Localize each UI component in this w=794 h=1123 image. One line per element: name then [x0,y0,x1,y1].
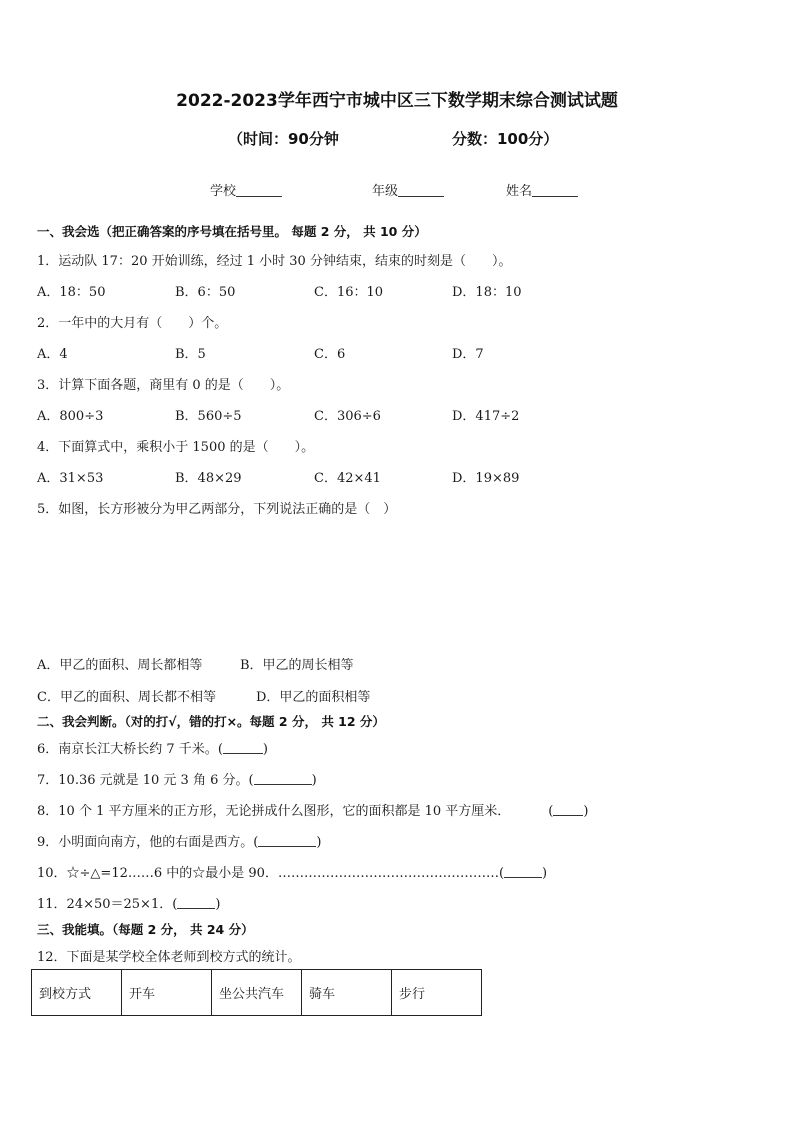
table-cell: 坐公共汽车 [212,970,302,1016]
q1-option-c[interactable]: C．16：10 [314,285,384,300]
q4-option-b[interactable]: B．48×29 [175,471,242,486]
school-label: 学校 [210,184,237,199]
table-cell: 骑车 [302,970,392,1016]
question-5: 5．如图，长方形被分为甲乙两部分，下列说法正确的是（ ） [37,502,397,517]
time-label: （时间：90分钟 [228,130,339,148]
judgement-6: 6．南京长江大桥长约 7 千米。( ) [37,742,268,757]
school-blank[interactable] [236,182,282,197]
judgement-9: 9．小明面向南方，他的右面是西方。( ) [37,835,322,850]
page-title: 2022-2023学年西宁市城中区三下数学期末综合测试试题 [176,91,618,111]
q3-option-a[interactable]: A．800÷3 [37,409,104,424]
q5-option-d[interactable]: D．甲乙的面积相等 [256,690,371,705]
name-field [506,180,578,199]
judgement-10-blank[interactable] [504,865,542,878]
school-field [210,180,282,199]
question-3: 3．计算下面各题，商里有 0 的是（ ）。 [37,378,290,393]
grade-label: 年级 [372,184,399,199]
judgement-6-blank[interactable] [223,741,263,754]
q1-option-a[interactable]: A．18：50 [37,285,106,300]
q4-option-a[interactable]: A．31×53 [37,471,104,486]
q4-option-d[interactable]: D．19×89 [452,471,520,486]
q5-option-b[interactable]: B．甲乙的周长相等 [240,658,354,673]
judgement-8-text: 8．10 个 1 平方厘米的正方形，无论拼成什么图形，它的面积都是 10 平方厘米． [37,804,511,819]
judgement-9-text: 9．小明面向南方，他的右面是西方。 [37,835,254,850]
judgement-8: 8．10 个 1 平方厘米的正方形，无论拼成什么图形，它的面积都是 10 平方厘米． ( ) [37,804,589,819]
question-4: 4．下面算式中，乘积小于 1500 的是（ ）。 [37,440,315,455]
section1-heading: 一、我会选（把正确答案的序号填在括号里。 每题 2 分， 共 10 分） [37,224,427,239]
section3-heading: 三、我能填。（每题 2 分， 共 24 分） [37,922,254,937]
judgement-7: 7．10.36 元就是 10 元 3 角 6 分。( ) [37,773,317,788]
q5-option-a[interactable]: A．甲乙的面积、周长都相等 [37,658,203,673]
judgement-10: 10．☆÷△=12……6 中的☆最小是 90．……………………………………………( ) [37,866,548,881]
name-label: 姓名 [506,184,533,199]
judgement-10-text: 10．☆÷△=12……6 中的☆最小是 90．…………………………………………… [37,866,499,881]
judgement-11-blank[interactable] [177,896,215,909]
q1-option-b[interactable]: B．6：50 [175,285,236,300]
q1-option-d[interactable]: D．18：10 [452,285,522,300]
judgement-9-blank[interactable] [258,834,316,847]
q2-option-b[interactable]: B．5 [175,347,206,362]
q3-option-d[interactable]: D．417÷2 [452,409,520,424]
grade-field [372,180,444,199]
question-2: 2．一年中的大月有（ ）个。 [37,316,228,331]
table-cell-header: 到校方式 [32,970,122,1016]
question-1: 1．运动队 17：20 开始训练，经过 1 小时 30 分钟结束，结束的时刻是（ ）。 [37,254,512,269]
q5-option-c[interactable]: C．甲乙的面积、周长都不相等 [37,690,216,705]
q2-option-d[interactable]: D．7 [452,347,484,362]
q3-option-b[interactable]: B．560÷5 [175,409,242,424]
table-cell: 开车 [122,970,212,1016]
commute-table [31,969,482,1016]
judgement-7-text: 7．10.36 元就是 10 元 3 角 6 分。 [37,773,249,788]
judgement-11: 11．24×50＝25×1．( ) [37,897,221,912]
q4-option-c[interactable]: C．42×41 [314,471,381,486]
table-cell: 步行 [392,970,482,1016]
question-12: 12．下面是某学校全体老师到校方式的统计。 [37,950,301,965]
judgement-11-text: 11．24×50＝25×1． [37,897,173,912]
judgement-7-blank[interactable] [254,772,312,785]
name-blank[interactable] [532,182,578,197]
q2-option-c[interactable]: C．6 [314,347,346,362]
score-label: 分数：100分） [452,130,559,148]
section2-heading: 二、我会判断。（对的打√，错的打×。每题 2 分， 共 12 分） [37,714,385,729]
judgement-8-blank[interactable] [553,803,583,816]
table-row [32,970,482,1016]
grade-blank[interactable] [398,182,444,197]
q2-option-a[interactable]: A．4 [37,347,68,362]
q3-option-c[interactable]: C．306÷6 [314,409,381,424]
judgement-6-text: 6．南京长江大桥长约 7 千米。 [37,742,218,757]
